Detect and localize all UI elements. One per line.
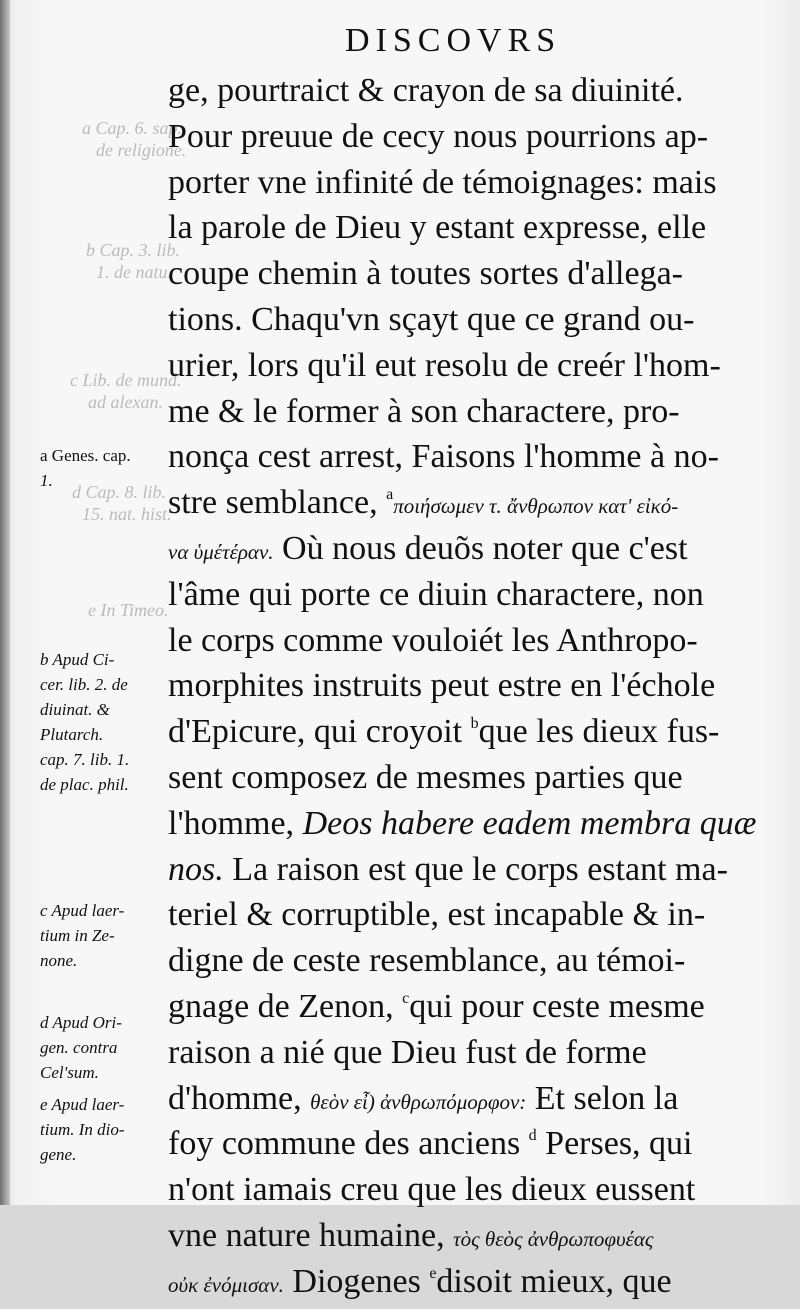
- show-through-note: ad alexan.: [88, 392, 163, 412]
- show-through-note: e In Timeo.: [88, 600, 169, 620]
- text-line: digne de ceste resemblance, au témoi-: [168, 942, 686, 980]
- text-line: me & le former à son charactere, pro-: [168, 392, 680, 430]
- margin-note-e: e Apud laer- tium. In dio- gene.: [40, 1095, 125, 1164]
- text-line: morphites instruits peut estre en l'échole: [168, 667, 716, 705]
- text-line: d'Epicure, qui croyoit $^b$que les dieux fus-: [168, 713, 720, 751]
- footnote-marker: a: [386, 486, 394, 504]
- margin-note-b: b Apud Ci- cer. lib. 2. de diuinat. & Plutarch. cap. 7. lib. 1. de plac. phil.: [40, 650, 130, 794]
- show-through-note: a Cap. 6. sap.: [82, 118, 183, 138]
- greek-quotation: οὐκ ἐνόμισαν.: [168, 1272, 284, 1297]
- running-header: DISCOVRS: [345, 22, 562, 59]
- show-through-note: 1. de natu.: [96, 262, 172, 282]
- show-through-note: 15. nat. hist.: [82, 504, 172, 524]
- footnote-marker: e: [429, 1264, 437, 1282]
- text-line: sent composez de mesmes parties que: [168, 758, 683, 796]
- text-line: d'homme, θεὸν εἶ) ἀνθρωπόμορφον: Et selon la: [168, 1079, 679, 1117]
- text-line: να ὑμέτέραν. Où nous deuõs noter que c'est: [168, 529, 688, 567]
- show-through-note: b Cap. 3. lib.: [86, 240, 181, 260]
- greek-quotation: θεὸν εἶ) ἀνθρωπόμορφον:: [310, 1089, 527, 1114]
- text-line: porter vne infinité de témoignages: mais: [168, 163, 717, 201]
- text-line: gnage de Zenon, $^c$qui pour ceste mesme: [168, 987, 705, 1025]
- text-line: urier, lors qu'il eut resolu de creér l'hom-: [168, 346, 721, 384]
- latin-quotation: Deos habere eadem membra quæ: [302, 804, 757, 842]
- greek-quotation: ποιήσωμεν τ. ἄνθρωπον κατ' εἰκό-: [393, 494, 679, 519]
- text-line: vne nature humaine, τὸς θεὸς ἀνθρωποφυέας: [168, 1216, 654, 1254]
- show-through-note: c Lib. de mund.: [70, 370, 182, 390]
- greek-quotation: να ὑμέτέραν.: [168, 539, 274, 564]
- text-line: tions. Chaqu'vn sçayt que ce grand ou-: [168, 300, 695, 338]
- text-line: raison a nié que Dieu fust de forme: [168, 1033, 647, 1071]
- footnote-marker: c: [402, 989, 410, 1007]
- text-line: foy commune des anciens $^d$ Perses, qui: [168, 1125, 693, 1163]
- text-line: le corps comme vouloiét les Anthropo-: [168, 621, 698, 659]
- body-text: [168, 68, 768, 1305]
- text-line: coupe chemin à toutes sortes d'allega-: [168, 255, 683, 293]
- text-line: n'ont iamais creu que les dieux eussent: [168, 1171, 696, 1209]
- text-line: nos. La raison est que le corps estant ma-: [168, 850, 728, 888]
- text-line: ge, pourtraict & crayon de sa diuinité.: [168, 72, 684, 109]
- text-line: l'âme qui porte ce diuin charactere, non: [168, 575, 704, 613]
- footnote-marker: d: [528, 1127, 537, 1145]
- show-through-note: d Cap. 8. lib.: [72, 482, 167, 502]
- margin-note-c: c Apud laer- tium in Ze- none.: [40, 901, 125, 970]
- margin-note-a: a Genes. cap. 1.: [40, 446, 131, 490]
- greek-quotation: τὸς θεὸς ἀνθρωποφυέας: [453, 1226, 654, 1251]
- footnote-marker: b: [470, 715, 479, 733]
- margin-note-d: d Apud Ori- gen. contra Cel'sum.: [40, 1013, 122, 1082]
- text-line: οὐκ ἐνόμισαν. Diogenes $^e$disoit mieux, que: [168, 1262, 672, 1300]
- text-line: la parole de Dieu y estant expresse, elle: [168, 209, 707, 247]
- page-gutter-shadow: [0, 0, 10, 1205]
- text-line: nonça cest arrest, Faisons l'homme à no-: [168, 438, 719, 476]
- latin-quotation: nos.: [168, 850, 224, 888]
- text-line: stre semblance, $^a$ποιήσωμεν τ. ἄνθρωπον κατ' εἰκό-: [168, 484, 679, 522]
- text-line: teriel & corruptible, est incapable & in-: [168, 896, 706, 934]
- text-line: l'homme, Deos habere eadem membra quæ: [168, 804, 757, 842]
- show-through-note: de religione.: [96, 140, 187, 160]
- text-line: Pour preuue de cecy nous pourrions ap-: [168, 117, 709, 155]
